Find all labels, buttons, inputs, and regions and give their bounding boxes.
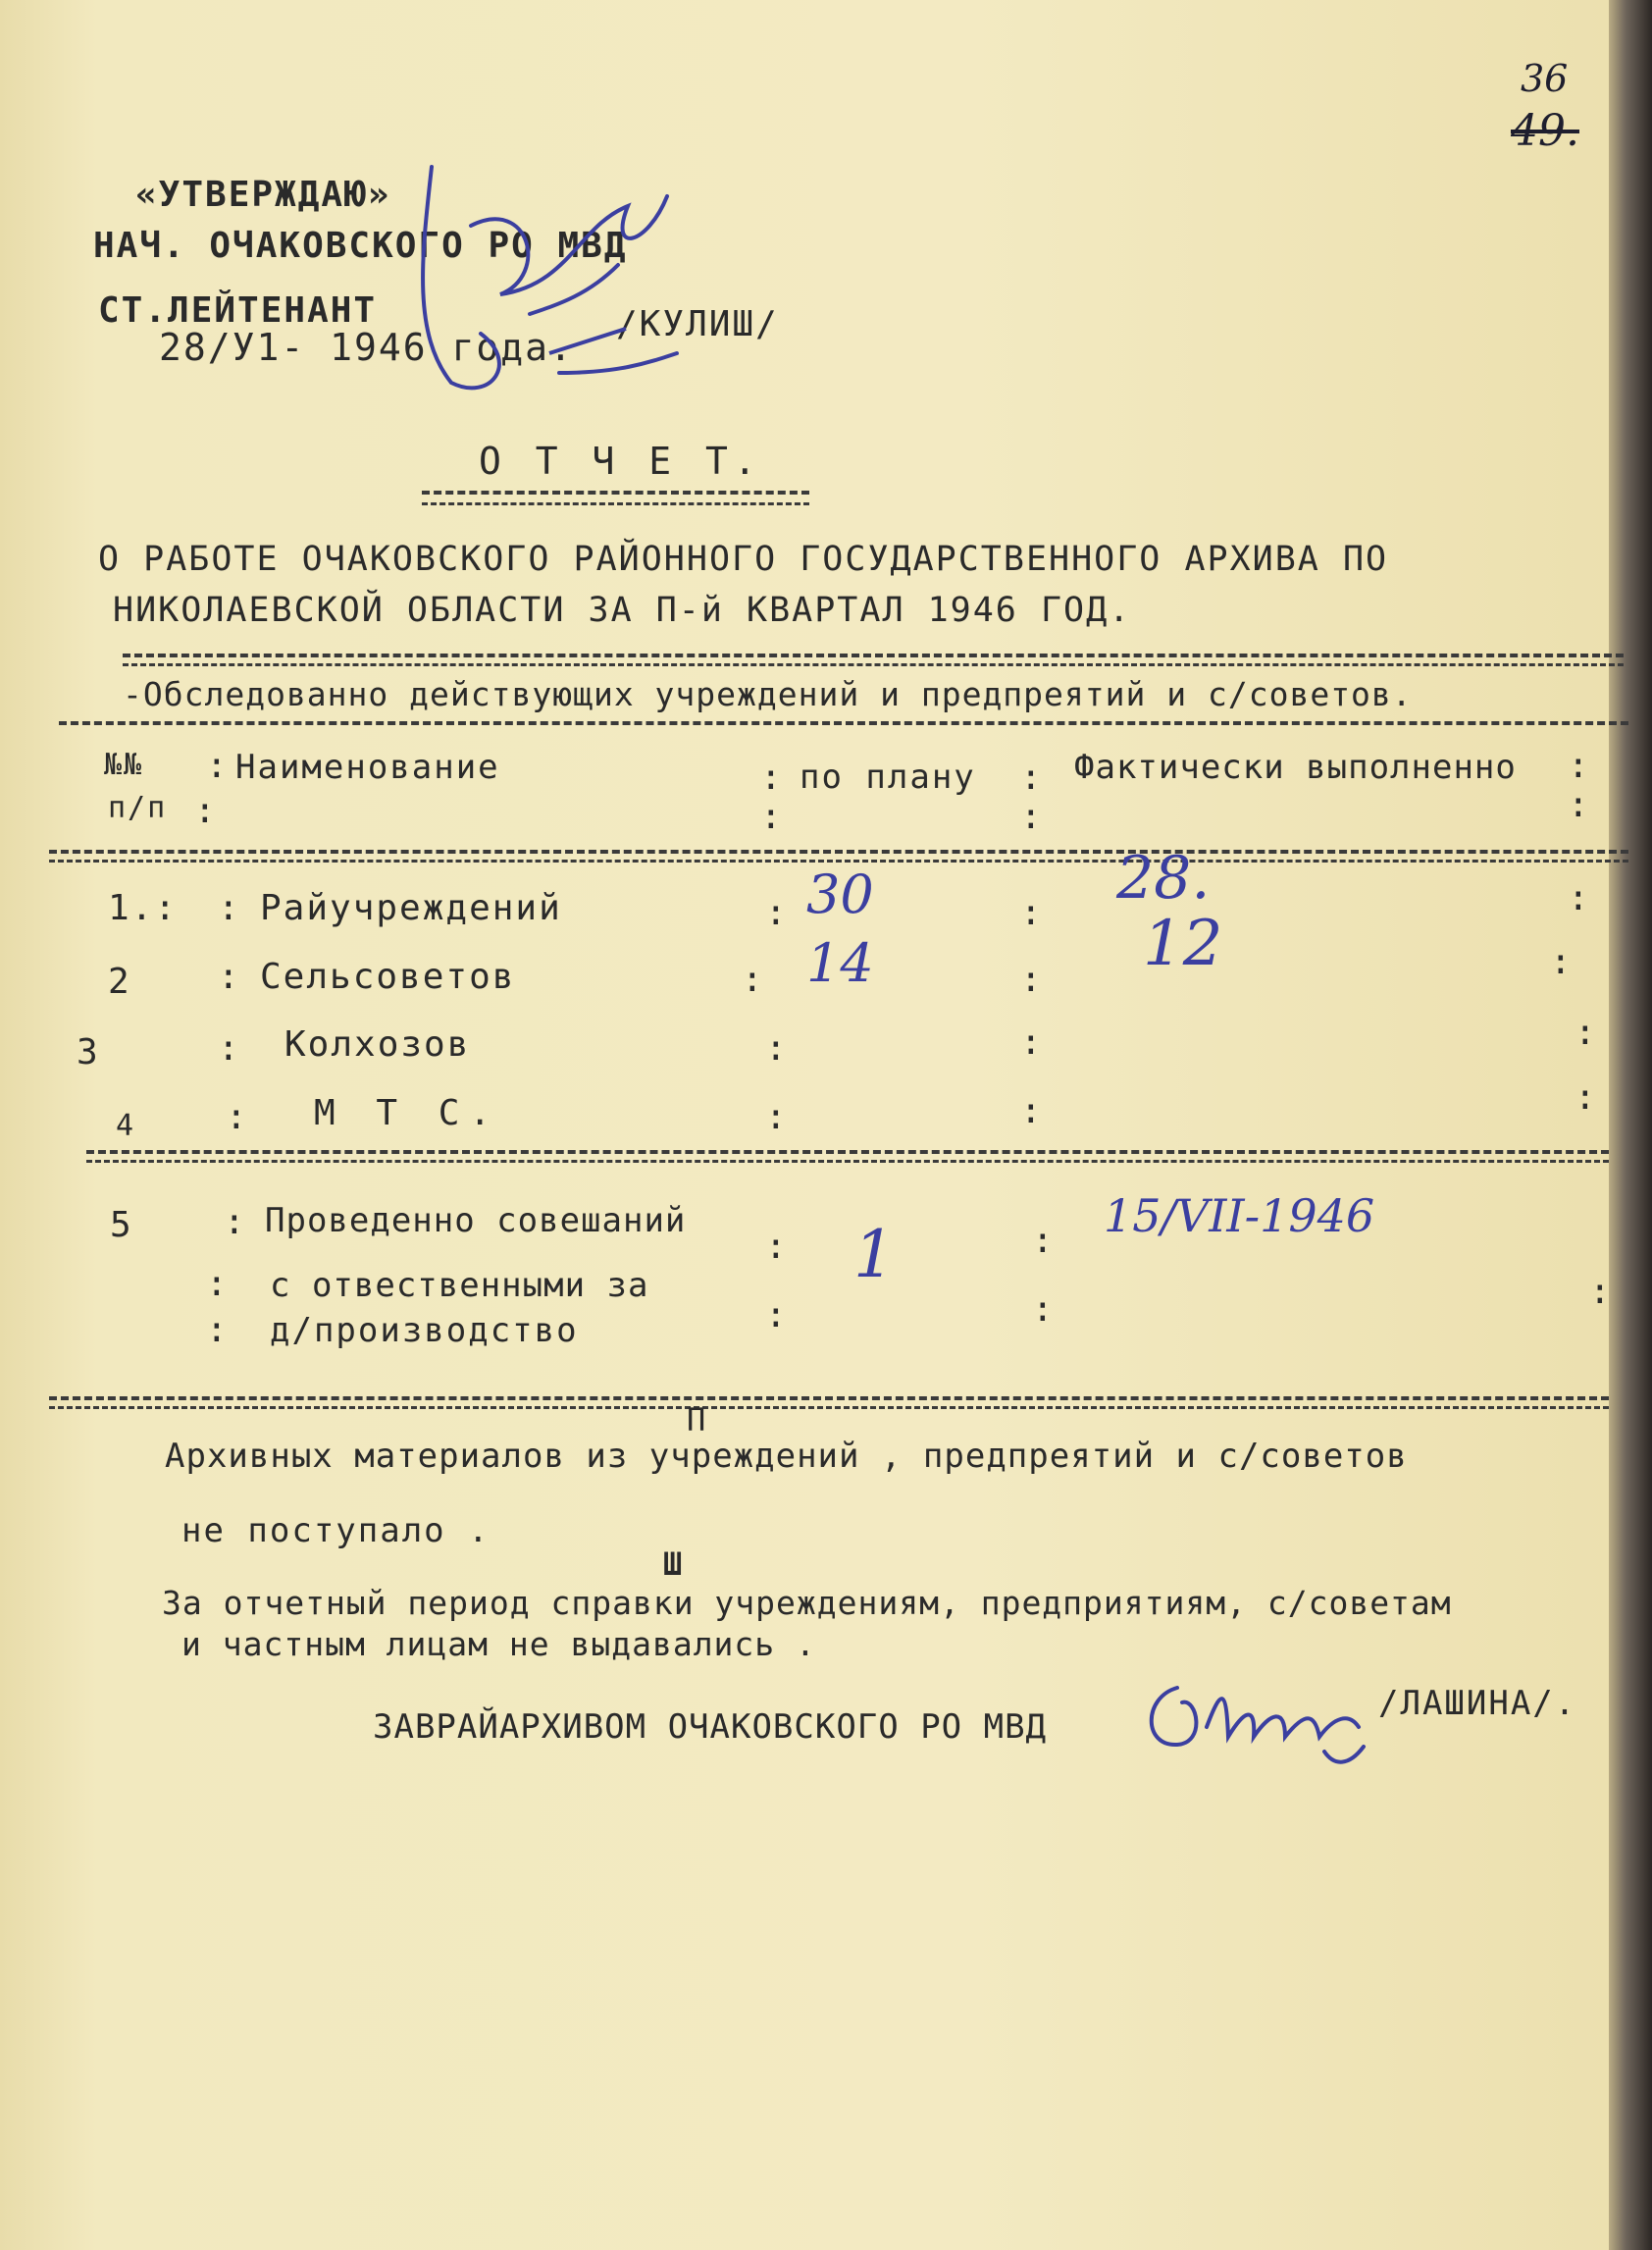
row-separator: : xyxy=(226,1097,247,1137)
header-separator: : xyxy=(1020,758,1042,798)
row-separator: : xyxy=(1575,1077,1596,1118)
row-separator: : xyxy=(1568,878,1589,918)
header-separator: : xyxy=(1568,746,1589,786)
row-separator: : xyxy=(1020,893,1042,933)
row-separator: : xyxy=(206,1310,228,1350)
approval-signer: /КУЛИШ/ xyxy=(616,304,779,344)
approval-signature-underline xyxy=(549,324,628,363)
row-separator: : xyxy=(1575,1013,1596,1053)
row-separator: : xyxy=(1020,960,1042,1000)
section3-line-1: За отчетный период справки учреждениям, предприятиям, с/советам xyxy=(162,1584,1452,1622)
meeting-plan-value: 1 xyxy=(853,1217,895,1292)
folio-number-top: 36 xyxy=(1521,57,1569,100)
header-separator: : xyxy=(760,758,782,798)
section2-line-1: Архивных материалов из учреждений , предпреятий и с/советов xyxy=(165,1437,1408,1476)
row-separator: : xyxy=(224,1202,245,1242)
meeting-text-line-3: д/производство xyxy=(270,1311,579,1350)
row-separator: : xyxy=(765,1097,787,1137)
section3-line-2: и частным лицам не выдавались . xyxy=(181,1625,816,1663)
row-separator: : xyxy=(742,960,763,1000)
table-header-rule-top xyxy=(59,721,1628,725)
approval-date: 28/У1- 1946 года. xyxy=(159,326,574,369)
row-number: 1.: xyxy=(108,888,179,928)
header-separator: : xyxy=(1020,797,1042,837)
footer-name: /ЛАШИНА/. xyxy=(1378,1684,1577,1723)
row-number: 3 xyxy=(77,1032,100,1073)
row-number: 4 xyxy=(116,1109,136,1143)
col-actual-header: Фактически выполненно xyxy=(1074,748,1517,787)
row-name: М Т С. xyxy=(314,1093,501,1133)
row-separator: : xyxy=(1020,1091,1042,1131)
table-header-rule-bottom-2 xyxy=(49,860,1628,863)
row-plan-value: 30 xyxy=(806,863,874,925)
row-plan-value: 14 xyxy=(806,932,874,994)
col-plan-header: по плану xyxy=(800,758,976,797)
folio-number-bottom: 49. xyxy=(1511,106,1579,156)
section2-line-2: не поступало . xyxy=(181,1511,490,1550)
meeting-text-line-1: Проведенно совешаний xyxy=(265,1201,687,1240)
row-name: Колхозов xyxy=(284,1024,471,1065)
row-separator: : xyxy=(765,1295,787,1335)
header-separator: : xyxy=(1568,785,1589,825)
row-actual-value: 28. xyxy=(1116,844,1211,913)
row-name: Райучреждений xyxy=(260,888,562,928)
approval-rank: СТ.ЛЕЙТЕНАНТ xyxy=(98,290,378,331)
header-separator: : xyxy=(206,746,228,786)
row-separator: : xyxy=(1032,1289,1054,1330)
section3-numeral: Ш xyxy=(663,1545,685,1583)
footer-signature xyxy=(1138,1668,1383,1776)
table-bottom-rule xyxy=(49,1396,1609,1400)
approval-signature xyxy=(412,137,687,412)
header-separator: : xyxy=(194,791,216,831)
row-separator: : xyxy=(765,1227,787,1267)
section2-numeral: П xyxy=(687,1401,708,1439)
approval-position: НАЧ. ОЧАКОВСКОГО РО МВД xyxy=(93,226,628,266)
row-separator: : xyxy=(1020,1022,1042,1063)
row-separator: : xyxy=(218,1028,239,1069)
table-bottom-rule-2 xyxy=(49,1406,1609,1409)
page-edge xyxy=(1609,0,1652,2250)
table-rows-rule-2 xyxy=(86,1160,1609,1163)
report-subject-line-1: О РАБОТЕ ОЧАКОВСКОГО РАЙОННОГО ГОСУДАРСТВЕННОГО АРХИВА ПО xyxy=(98,540,1389,579)
table-rows-rule xyxy=(86,1150,1609,1154)
col-number-label-2: п/п xyxy=(108,791,168,825)
title-underline-2 xyxy=(422,502,809,505)
header-separator: : xyxy=(760,797,782,837)
row-number: 2 xyxy=(108,962,131,1002)
row-separator: : xyxy=(218,957,239,997)
approval-stamp-line: «УТВЕРЖДАЮ» xyxy=(135,175,391,215)
row-number: 5 xyxy=(110,1205,133,1245)
row-separator: : xyxy=(1589,1272,1611,1312)
row-separator: : xyxy=(1032,1221,1054,1261)
row-separator: : xyxy=(206,1264,228,1304)
row-separator: : xyxy=(1550,942,1572,982)
section1-rule-top xyxy=(123,654,1624,657)
document-title: О Т Ч Е Т. xyxy=(479,440,762,483)
row-name: Сельсоветов xyxy=(260,957,516,997)
row-separator: : xyxy=(765,1028,787,1069)
meeting-date-value: 15/VII-1946 xyxy=(1104,1189,1375,1242)
col-number-label: №№ xyxy=(104,748,144,782)
row-separator: : xyxy=(218,888,239,928)
section1-heading: -Обследованно действующих учреждений и предпреятий и с/советов. xyxy=(123,675,1413,713)
row-actual-value: 12 xyxy=(1143,908,1223,980)
table-header-rule-bottom xyxy=(49,850,1628,854)
footer-position: ЗАВРАЙАРХИВОМ ОЧАКОВСКОГО РО МВД xyxy=(373,1707,1048,1747)
meeting-text-line-2: с отвественными за xyxy=(270,1266,649,1305)
report-subject-line-2: НИКОЛАЕВСКОЙ ОБЛАСТИ ЗА П-й КВАРТАЛ 1946 ГОД. xyxy=(113,591,1132,630)
row-separator: : xyxy=(765,893,787,933)
title-underline xyxy=(422,491,809,495)
col-name-header: Наименование xyxy=(235,748,500,787)
section1-rule-top-2 xyxy=(123,663,1624,666)
